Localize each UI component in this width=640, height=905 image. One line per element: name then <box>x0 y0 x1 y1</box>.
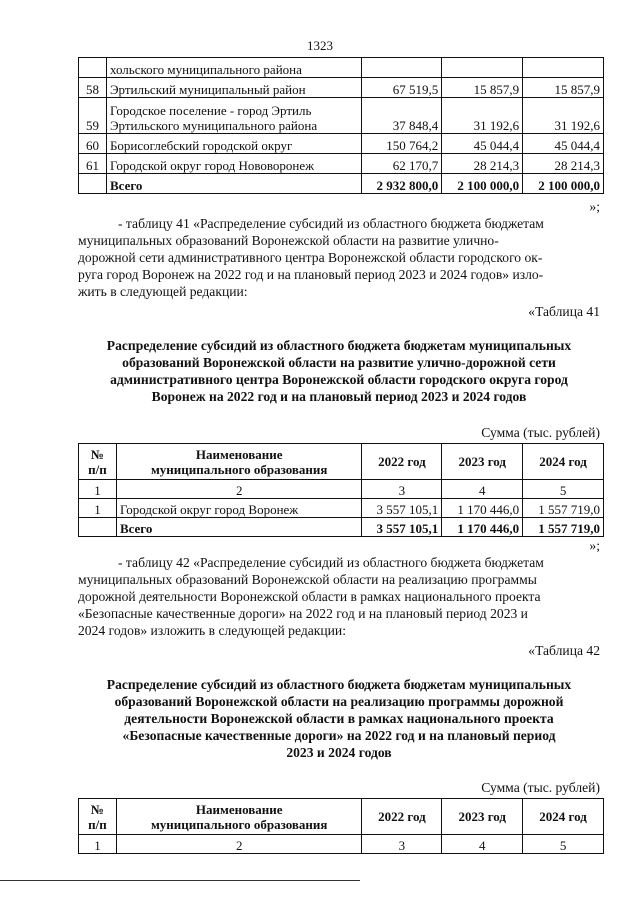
title-line: Воронеж на 2022 год и на плановый период 2023 и 2024 годов <box>151 389 527 404</box>
header-num-line: № <box>90 446 104 462</box>
paragraph-line: жить в следующей редакции: <box>78 284 248 299</box>
paragraph-line: 2024 годов» изложить в следующей редакции: <box>78 623 346 638</box>
paragraph-line: муниципальных образований Воронежской области на развитие улично- <box>78 233 499 248</box>
row-name: Городской округ город Нововоронеж <box>106 154 361 174</box>
row-name: Городской округ город Воронеж <box>116 499 362 518</box>
value-2024: 31 192,6 <box>523 98 604 134</box>
total-2023: 1 170 446,0 <box>442 518 523 537</box>
row-num: 59 <box>79 98 107 134</box>
column-number: 4 <box>442 480 523 499</box>
table-header-row <box>79 444 604 480</box>
value-2024 <box>523 58 604 78</box>
header-num-line: № <box>90 801 104 817</box>
header-2023: 2023 год <box>442 444 523 480</box>
value-2023: 28 214,3 <box>442 154 523 174</box>
column-number: 1 <box>79 835 117 854</box>
value-2022 <box>362 58 442 78</box>
column-number: 3 <box>362 835 442 854</box>
table-row <box>79 499 604 518</box>
table-row <box>79 78 604 98</box>
closing-quote-41: »; <box>589 538 600 553</box>
total-2022: 3 557 105,1 <box>362 518 442 537</box>
table-41-title <box>78 337 600 405</box>
table-42 <box>78 798 604 854</box>
table-row <box>79 154 604 174</box>
column-numbers-row <box>79 835 604 854</box>
total-2022: 2 932 800,0 <box>362 174 442 194</box>
row-name <box>106 98 361 134</box>
table-row <box>79 134 604 154</box>
row-name: хольского муниципального района <box>106 58 361 78</box>
header-2022: 2022 год <box>362 799 442 835</box>
row-name-line: Эртильского муниципального района <box>109 118 318 133</box>
total-2024: 2 100 000,0 <box>523 174 604 194</box>
value-2024: 1 557 719,0 <box>523 499 604 518</box>
value-2023 <box>442 58 523 78</box>
title-line: «Безопасные качественные дороги» на 2022 год и на плановый период <box>122 728 556 743</box>
header-name <box>116 444 362 480</box>
header-num-line: п/п <box>88 816 107 832</box>
title-line: 2023 и 2024 годов <box>286 745 392 760</box>
page-number: 1323 <box>307 38 333 53</box>
value-2023: 45 044,4 <box>442 134 523 154</box>
table-row <box>79 58 604 78</box>
value-2022: 62 170,7 <box>362 154 442 174</box>
row-num: 1 <box>79 499 117 518</box>
footer-divider <box>0 880 360 881</box>
value-2024: 45 044,4 <box>523 134 604 154</box>
table-total-row <box>79 174 604 194</box>
value-2022: 67 519,5 <box>362 78 442 98</box>
header-2022: 2022 год <box>362 444 442 480</box>
row-name: Борисоглебский городской округ <box>106 134 361 154</box>
empty-cell <box>79 518 117 537</box>
column-number: 5 <box>523 480 604 499</box>
value-2023: 1 170 446,0 <box>442 499 523 518</box>
paragraph-line: - таблицу 42 «Распределение субсидий из областного бюджета бюджетам <box>118 555 544 570</box>
column-numbers-row <box>79 480 604 499</box>
empty-cell <box>79 174 107 194</box>
paragraph-line: «Безопасные качественные дороги» на 2022 год и на плановый период 2023 и <box>78 606 528 621</box>
title-line: образований Воронежской области на реализацию программы дорожной <box>114 694 564 709</box>
total-label: Всего <box>116 518 362 537</box>
column-number: 5 <box>523 835 604 854</box>
header-num-line: п/п <box>88 461 107 477</box>
row-num: 60 <box>79 134 107 154</box>
paragraph-line: муниципальных образований Воронежской области на реализацию программы <box>78 572 537 587</box>
table-total-row <box>79 518 604 537</box>
row-num: 61 <box>79 154 107 174</box>
row-name-line: Городское поселение - город Эртиль <box>109 103 312 118</box>
header-name-line: Наименование <box>195 801 283 817</box>
column-number: 3 <box>362 480 442 499</box>
value-2023: 31 192,6 <box>442 98 523 134</box>
value-2023: 15 857,9 <box>442 78 523 98</box>
paragraph-line: дорожной деятельности Воронежской области в рамках национального проекта <box>78 589 541 604</box>
paragraph-line: дорожной сети административного центра Воронежской области городского ок- <box>78 250 543 265</box>
table-41 <box>78 443 604 537</box>
total-label: Всего <box>106 174 361 194</box>
table-42-sum-label: Сумма (тыс. рублей) <box>481 780 600 795</box>
paragraph-line: руга город Воронеж на 2022 год и на плановый период 2023 и 2024 годов» изло- <box>78 267 544 282</box>
header-name <box>116 799 362 835</box>
header-2023: 2023 год <box>442 799 523 835</box>
header-num <box>79 799 117 835</box>
table-row <box>79 98 604 134</box>
table-40-tail <box>78 57 604 194</box>
header-num <box>79 444 117 480</box>
title-line: деятельности Воронежской области в рамках национального проекта <box>124 711 554 726</box>
total-2024: 1 557 719,0 <box>523 518 604 537</box>
header-2024: 2024 год <box>523 444 604 480</box>
table-header-row <box>79 799 604 835</box>
table-41-reference: «Таблица 41 <box>528 304 600 319</box>
closing-quote-40: »; <box>589 199 600 214</box>
row-num: 58 <box>79 78 107 98</box>
header-name-line: муниципального образования <box>150 816 328 832</box>
column-number: 2 <box>116 480 362 499</box>
row-num <box>79 58 107 78</box>
paragraph-line: - таблицу 41 «Распределение субсидий из областного бюджета бюджетам <box>118 216 544 231</box>
header-name-line: Наименование <box>195 446 283 462</box>
table-42-title <box>78 676 600 761</box>
title-line: образований Воронежской области на развитие улично-дорожной сети <box>122 355 556 370</box>
paragraph-41 <box>78 215 600 300</box>
paragraph-42 <box>78 554 600 639</box>
title-line: административного центра Воронежской области городского округа город <box>110 372 568 387</box>
value-2022: 150 764,2 <box>362 134 442 154</box>
table-42-reference: «Таблица 42 <box>528 643 600 658</box>
header-2024: 2024 год <box>523 799 604 835</box>
column-number: 4 <box>442 835 523 854</box>
title-line: Распределение субсидий из областного бюджета бюджетам муниципальных <box>106 677 572 692</box>
column-number: 2 <box>116 835 362 854</box>
value-2022: 3 557 105,1 <box>362 499 442 518</box>
value-2024: 28 214,3 <box>523 154 604 174</box>
row-name: Эртильский муниципальный район <box>106 78 361 98</box>
total-2023: 2 100 000,0 <box>442 174 523 194</box>
header-name-line: муниципального образования <box>150 461 328 477</box>
value-2024: 15 857,9 <box>523 78 604 98</box>
table-41-sum-label: Сумма (тыс. рублей) <box>481 425 600 440</box>
column-number: 1 <box>79 480 117 499</box>
title-line: Распределение субсидий из областного бюджета бюджетам муниципальных <box>106 338 572 353</box>
value-2022: 37 848,4 <box>362 98 442 134</box>
